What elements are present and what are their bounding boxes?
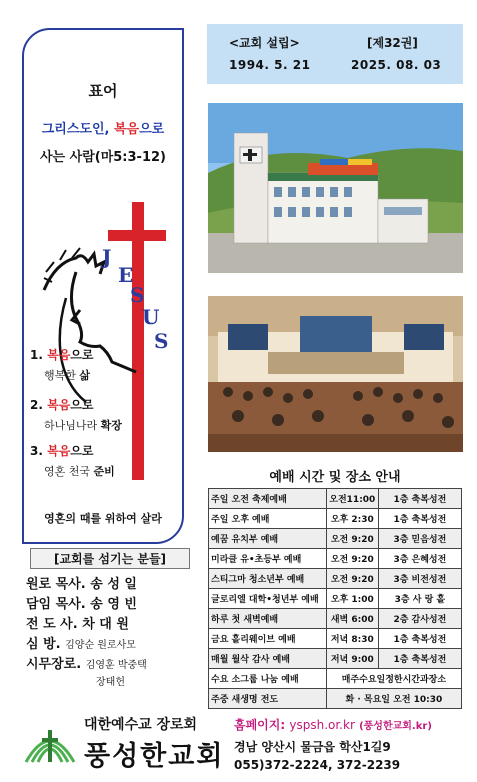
motto-point-1 — [30, 346, 93, 383]
motto-line1-c: 으로 — [139, 122, 165, 137]
schedule-row — [209, 609, 462, 629]
service-place: 3층 사 랑 홀 — [378, 589, 461, 609]
schedule-row — [209, 549, 462, 569]
church-logo-icon — [22, 722, 78, 766]
issue-number: [제32권] — [367, 36, 418, 50]
motto-point-3 — [30, 442, 115, 479]
issue-header — [207, 24, 463, 84]
schedule-row — [209, 649, 462, 669]
service-name: 예꿈 유치부 예배 — [209, 529, 327, 549]
service-time-place: 화 · 목요일 오전 10:30 — [326, 689, 461, 709]
staff-names: 김영훈 박중택 — [85, 660, 147, 671]
schedule-title: 예배 시간 및 장소 안내 — [269, 470, 401, 485]
point-rest: 으로 — [70, 348, 94, 362]
staff-names: 차 대 원 — [82, 617, 129, 632]
church-name: 풍성한교회 — [84, 741, 225, 772]
staff-names: 김양순 원로사모 — [65, 640, 136, 651]
motto-line1 — [24, 118, 182, 137]
service-time: 오후 2:30 — [326, 509, 378, 529]
issue-date: 2025. 08. 03 — [351, 58, 442, 72]
service-name: 수요 소그룹 나눔 예배 — [209, 669, 327, 689]
point-rest: 으로 — [70, 444, 94, 458]
service-time: 오전 9:20 — [326, 549, 378, 569]
point-gospel: 복음 — [47, 348, 71, 362]
schedule-row — [209, 689, 462, 709]
jesus-letter: J — [102, 245, 112, 269]
schedule-row — [209, 509, 462, 529]
staff-row — [26, 673, 194, 693]
jesus-letter: S — [130, 283, 145, 307]
staff-names: 장태헌 — [96, 677, 125, 688]
point-sub — [44, 463, 115, 479]
service-time: 오전 9:20 — [326, 569, 378, 589]
schedule-row — [209, 629, 462, 649]
service-name: 주일 오후 예배 — [209, 509, 327, 529]
point-number: 3. — [30, 444, 43, 458]
point-sub — [44, 417, 122, 433]
service-time: 오후 1:00 — [326, 589, 378, 609]
service-name: 매월 월삭 감사 예배 — [209, 649, 327, 669]
jesus-letter: S — [154, 329, 169, 353]
service-place: 2층 감사성전 — [378, 609, 461, 629]
schedule-row — [209, 529, 462, 549]
homepage-name: (풍성한교회.kr) — [359, 721, 432, 732]
staff-list — [26, 548, 194, 693]
service-time: 저녁 8:30 — [326, 629, 378, 649]
service-place: 1층 축복성전 — [378, 489, 461, 509]
service-time: 새벽 6:00 — [326, 609, 378, 629]
address: 경남 양산시 물금읍 학산1길9 — [234, 740, 391, 754]
service-time-place: 매주수요일정한시간과장소 — [326, 669, 461, 689]
staff-role: 전 도 사. — [26, 617, 78, 632]
schedule-row — [209, 669, 462, 689]
jesus-letter: U — [142, 305, 160, 329]
motto-line1-gospel: 복음 — [114, 122, 140, 137]
service-place: 3층 믿음성전 — [378, 529, 461, 549]
service-place: 1층 축복성전 — [378, 629, 461, 649]
service-name: 주중 새생명 전도 — [209, 689, 327, 709]
jesus-letter: E — [118, 263, 134, 287]
motto-bottom: 영혼의 때를 위하여 살라 — [44, 512, 162, 525]
point-sub-a: 영혼 천국 — [44, 465, 94, 478]
point-sub-b: 확장 — [100, 419, 122, 432]
point-sub — [44, 367, 93, 383]
staff-role: 원로 목사. — [26, 577, 86, 592]
schedule-row — [209, 569, 462, 589]
motto-point-2 — [30, 396, 122, 433]
phone: 055)372-2224, 372-2239 — [234, 758, 401, 772]
service-place: 1층 축복성전 — [378, 649, 461, 669]
point-number: 1. — [30, 348, 43, 362]
service-time: 오전 9:20 — [326, 529, 378, 549]
service-name: 금요 홀리웨이브 예배 — [209, 629, 327, 649]
service-time: 오전11:00 — [326, 489, 378, 509]
service-name: 미라클 유•초등부 예배 — [209, 549, 327, 569]
staff-role: 시무장로. — [26, 657, 82, 672]
staff-title: [교회를 섬기는 분들] — [30, 548, 190, 569]
point-gospel: 복음 — [47, 398, 71, 412]
service-name: 글로리엘 대학•청년부 예배 — [209, 589, 327, 609]
service-name: 주일 오전 축제예배 — [209, 489, 327, 509]
schedule-row — [209, 589, 462, 609]
service-place: 1층 축복성전 — [378, 509, 461, 529]
staff-row — [26, 653, 194, 673]
point-gospel: 복음 — [47, 444, 71, 458]
staff-role: 담임 목사. — [26, 597, 86, 612]
staff-row — [26, 613, 194, 633]
service-place: 3층 비전성전 — [378, 569, 461, 589]
motto-line1-a: 그리스도인, — [41, 122, 110, 137]
denomination: 대한예수교 장로회 — [84, 717, 198, 733]
staff-role: 심 방. — [26, 637, 61, 652]
worship-interior-photo — [208, 296, 463, 452]
founding-date: 1994. 5. 21 — [229, 58, 311, 72]
service-name: 스티그마 청소년부 예배 — [209, 569, 327, 589]
service-name: 하루 첫 새벽예배 — [209, 609, 327, 629]
point-sub-a: 행복한 — [44, 369, 80, 382]
point-sub-b: 준비 — [93, 465, 115, 478]
staff-row — [26, 573, 194, 593]
motto-line2: 사는 사람(마5:3-12) — [40, 150, 166, 165]
motto-panel — [22, 28, 184, 544]
service-place: 3층 은혜성전 — [378, 549, 461, 569]
homepage-label: 홈페이지: — [234, 718, 286, 732]
homepage — [234, 716, 432, 733]
staff-row — [26, 593, 194, 613]
point-sub-b: 삶 — [79, 369, 91, 382]
church-building-photo — [208, 103, 463, 273]
point-sub-a: 하나님나라 — [44, 419, 101, 432]
point-number: 2. — [30, 398, 43, 412]
homepage-url[interactable]: yspsh.or.kr — [289, 718, 355, 732]
staff-names: 송 영 빈 — [90, 597, 137, 612]
service-time: 저녁 9:00 — [326, 649, 378, 669]
founding-label: <교회 설립> — [229, 36, 300, 50]
schedule-row — [209, 489, 462, 509]
staff-names: 송 성 일 — [90, 577, 137, 592]
point-rest: 으로 — [70, 398, 94, 412]
worship-schedule-table — [208, 488, 462, 709]
motto-title: 표어 — [88, 82, 118, 100]
staff-row — [26, 633, 194, 653]
